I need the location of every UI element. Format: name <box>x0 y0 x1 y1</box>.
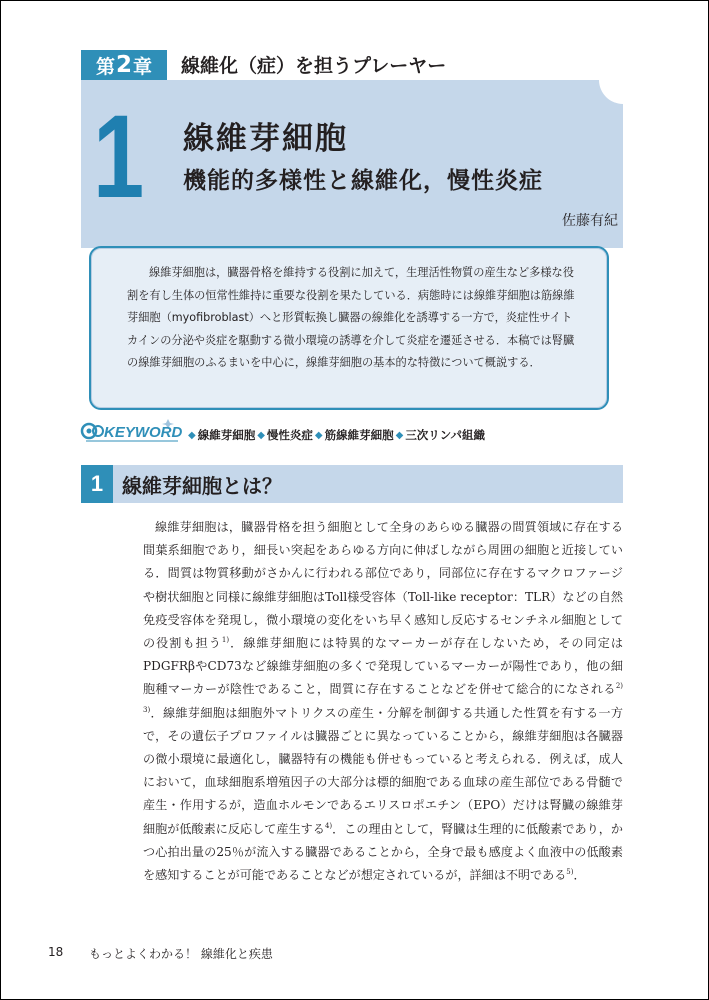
author-name: 佐藤有紀 <box>562 213 618 229</box>
article-number: 1 <box>93 91 145 223</box>
citation: 1) <box>221 635 230 644</box>
citation: 5) <box>566 868 574 877</box>
chapter-badge <box>81 50 167 80</box>
body-text-part: ．この理由として，腎臓は生理的に低酸素であり，かつ心拍出量の25％が流入する臓器であることから，全身で最も感度よく血液中の低酸素を感知することが可能であることなどが想定されているが，詳細は不明である <box>143 821 623 883</box>
page-number: 18 <box>48 945 64 959</box>
keyword-text: 線維芽細胞 <box>197 428 256 442</box>
diamond-icon: ◆ <box>395 429 404 441</box>
article-title: 線維芽細胞 <box>183 121 348 157</box>
keyword-list <box>188 427 487 443</box>
article-subtitle: 機能的多様性と線維化，慢性炎症 <box>183 168 543 194</box>
section-title: 線維芽細胞とは？ <box>122 474 282 498</box>
keyword-text: 筋線維芽細胞 <box>324 428 394 442</box>
chapter-label-suffix: 章 <box>133 55 153 78</box>
body-text-part: ． <box>573 868 586 883</box>
chapter-label-prefix: 第 <box>95 55 115 78</box>
keyword-logo-text: KEYWORD <box>104 424 183 441</box>
diamond-icon: ◆ <box>314 429 323 441</box>
diamond-icon: ◆ <box>188 429 196 441</box>
citation: 4) <box>324 821 333 830</box>
body-text-part: 線維芽細胞は，臓器骨格を担う細胞として全身のあらゆる臓器の間質領域に存在する間葉系細胞であり，細長い突起をあらゆる方向に伸ばしながら周囲の細胞と近接している．間質は物質移動がさかんに行われる部位であり，同部位に存在するマクロファージや樹状細胞と同様に線維芽細胞はToll様受容体（Toll-like receptor：TLR）などの自然免疫受容体を発現し，微小環境の変化をいち早く感知し反応するセンチネル細胞としての役割も担う <box>143 520 623 651</box>
chapter-title: 線維化（症）を担うプレーヤー <box>181 55 447 77</box>
body-text-part: ．線維芽細胞は細胞外マトリクスの産生・分解を制御する共通した性質を有する一方で，その遺伝子プロファイルは臓器ごとに異なっていることから，線維芽細胞は各臓器の微小環境に最適化し，臓器特有の機能も併せもっていると考えられる．例えば，成人において，血球細胞系増殖因子の大部分は標的細胞である血球の産生部位である骨髄で産生・作用するが，造血ホルモンであるエリスロポエチン（EPO）だけは腎臓の線維芽細胞が低酸素に反応して産生する <box>143 705 623 836</box>
keyword-item <box>315 427 394 443</box>
diamond-icon: ◆ <box>257 429 265 441</box>
body-paragraph <box>143 516 623 887</box>
keyword-text: 慢性炎症 <box>266 428 313 442</box>
keyword-logo-icon <box>80 417 184 449</box>
keyword-item <box>188 427 255 443</box>
keyword-item <box>396 427 485 443</box>
abstract-text: 線維芽細胞は，臓器骨格を維持する役割に加えて，生理活性物質の産生など多様な役割を有し生体の恒常性維持に重要な役割を果たしている．病態時には線維芽細胞は筋線維芽細胞（myofibroblast）へと形質転換し臓器の線維化を誘導する一方で，炎症性サイトカインの分泌や炎症を駆動する微小環境の誘導を介して炎症を遷延させる．本稿では腎臓の線維芽細胞のふるまいを中心に，線維芽細胞の基本的な特徴について概説する． <box>127 266 575 370</box>
keyword-item <box>257 427 313 443</box>
running-title: もっとよくわかる！ 線維化と疾患 <box>89 947 273 961</box>
citation: 2) 3) <box>143 682 623 714</box>
body-text-part: ．線維芽細胞には特異的なマーカーが存在しないため，その同定はPDGFRβやCD73など線維芽細胞の多くで発現しているマーカーが陽性であり，他の細胞種マーカーが陰性であること，間質に存在することなどを併せて総合的になされる <box>143 636 623 697</box>
chapter-number: 2 <box>115 52 132 78</box>
section-number: 1 <box>81 465 113 503</box>
keyword-text: 三次リンパ組織 <box>405 428 486 442</box>
